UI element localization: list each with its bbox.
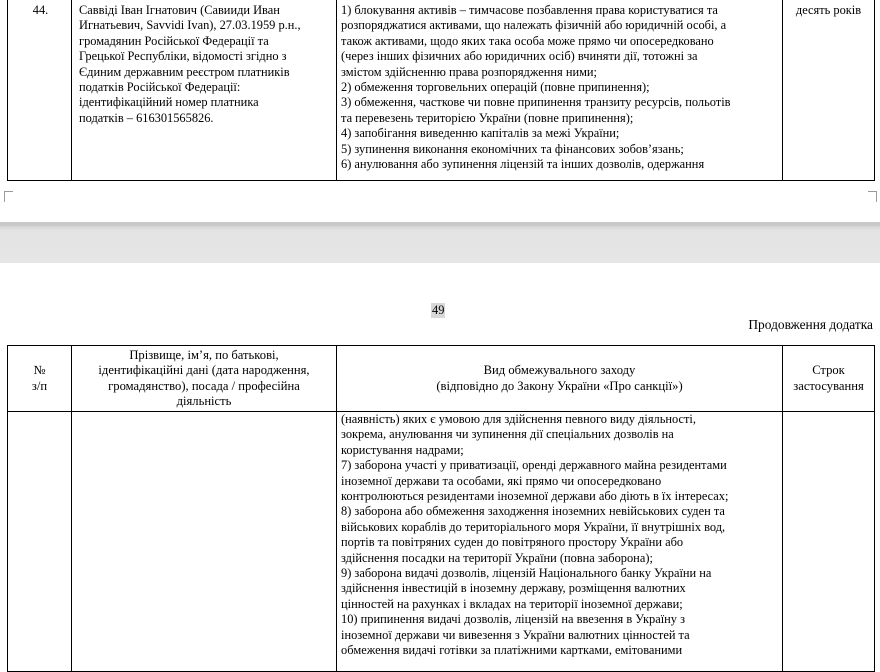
- page-49: [0, 263, 880, 665]
- header-line: ідентифікаційні дані (дата народження,: [98, 363, 310, 378]
- text-line: податків – 616301565826.: [79, 110, 214, 125]
- text-line: іноземної держави та особами, які прямо чи опосередковано: [341, 473, 662, 488]
- text-line: 7) заборона участі у приватизації, оренді державного майна резидентами: [341, 458, 727, 473]
- person-cell: [72, 412, 337, 672]
- term-cell: [783, 0, 875, 181]
- header-line: №: [33, 363, 46, 378]
- text-line: Саввіді Іван Ігнатович (Савииди Иван: [79, 3, 280, 17]
- text-line: Грецької Республіки, відомості згідно з: [79, 49, 287, 64]
- header-line: (відповідно до Закону України «Про санкції»): [436, 378, 683, 393]
- header-number: [8, 346, 72, 412]
- measures-text-continued: [337, 412, 782, 659]
- header-line: Строк: [812, 363, 845, 378]
- text-line: здійснення посадки на території України (повна заборона);: [341, 550, 653, 565]
- text-line: 9) заборона видачі дозволів, ліцензій Національного банку України на: [341, 566, 712, 581]
- text-line: портів та повітряних суден до повітряного простору України або: [341, 535, 684, 550]
- text-line: (наявність) яких є умовою для здійснення певного виду діяльності,: [341, 412, 696, 426]
- text-line: змістом здійсненню права розпорядження ними;: [341, 64, 597, 79]
- measures-cell: [337, 412, 783, 672]
- text-line: 1) блокування активів – тимчасове позбавлення права користуватися та: [341, 3, 718, 17]
- header-line: діяльність: [176, 393, 232, 408]
- text-line: обмеження видачі готівки за платіжними картками, емітованими: [341, 643, 683, 658]
- text-line: 4) запобігання виведенню капіталів за межі України;: [341, 126, 620, 141]
- text-line: 8) заборона або обмеження заходження іноземних невійськових суден та: [341, 504, 725, 519]
- continuation-label: Продовження додатка: [748, 317, 873, 332]
- measures-text: [337, 0, 782, 172]
- text-line: цінностей на рахунках і вкладах на території іноземної держави;: [341, 596, 683, 611]
- table-row: [8, 412, 875, 672]
- text-line: іноземної держави чи вивезення з України валютних цінностей та: [341, 627, 690, 642]
- page-break-gap: [0, 226, 880, 263]
- row-number: 44.: [32, 3, 49, 17]
- page-corner-mark-left: [4, 191, 13, 202]
- text-line: 6) анулювання або зупинення ліцензій та інших дозволів, одержання: [341, 157, 705, 172]
- person-details: [72, 0, 336, 126]
- table-header-row: [8, 346, 875, 412]
- text-line: користування надрами;: [341, 442, 464, 457]
- table-row: [8, 0, 875, 181]
- text-line: Єдиним державним реєстром платників: [79, 64, 290, 79]
- text-line: ідентифікаційний номер платника: [79, 95, 259, 110]
- text-line: громадянин Російської Федерації та: [79, 33, 269, 48]
- text-line: контролюються резидентами іноземної держави або діють в їх інтересах;: [341, 489, 729, 504]
- person-cell: [72, 0, 337, 181]
- previous-page: [0, 0, 880, 200]
- text-line: зокрема, анулювання чи зупинення дії спеціальних дозволів на: [341, 427, 674, 442]
- header-term: [783, 346, 875, 412]
- text-line: здійснення інвестицій в іноземну державу, розміщення валютних: [341, 581, 686, 596]
- text-line: 2) обмеження торговельних операцій (повне припинення);: [341, 80, 650, 95]
- text-line: податків Російської Федерації:: [79, 80, 241, 95]
- header-line: Прізвище, ім’я, по батькові,: [129, 348, 279, 363]
- header-line: Вид обмежувального заходу: [483, 363, 636, 378]
- text-line: 5) зупинення виконання економічних та фінансових зобов’язань;: [341, 141, 684, 156]
- header-line: з/п: [31, 378, 48, 393]
- header-line: застосування: [793, 378, 864, 393]
- term-cell: [783, 412, 875, 672]
- text-line: Игнатьевич, Savvidi Ivan), 27.03.1959 р.н.,: [79, 18, 301, 33]
- sanctions-table-continued: [7, 0, 875, 181]
- header-line: громадянство), посада / професійна: [108, 378, 300, 393]
- row-number-cell: [8, 412, 72, 672]
- sanctions-table: [7, 345, 875, 672]
- text-line: та перевезень територією України (повне припинення);: [341, 110, 634, 125]
- text-line: 3) обмеження, часткове чи повне припинення транзиту ресурсів, польотів: [341, 95, 731, 110]
- text-line: розпоряджатися активами, що належать фізичній або юридичній особі, а: [341, 18, 727, 33]
- text-line: (через інших фізичних або юридичних осіб) вчиняти дії, тотожні за: [341, 49, 698, 64]
- measures-cell: [337, 0, 783, 181]
- text-line: також активами, щодо яких така особа може прямо чи опосередковано: [341, 33, 714, 48]
- page-corner-mark-right: [868, 191, 877, 202]
- header-measure: [337, 346, 783, 412]
- row-number-cell: [8, 0, 72, 181]
- text-line: військових кораблів до територіального моря України, її внутрішніх вод,: [341, 519, 726, 534]
- page-number: 49: [432, 303, 445, 317]
- term-value: десять років: [795, 3, 862, 17]
- text-line: 10) припинення видачі дозволів, ліцензій на ввезення в Україну з: [341, 612, 685, 627]
- header-person: [72, 346, 337, 412]
